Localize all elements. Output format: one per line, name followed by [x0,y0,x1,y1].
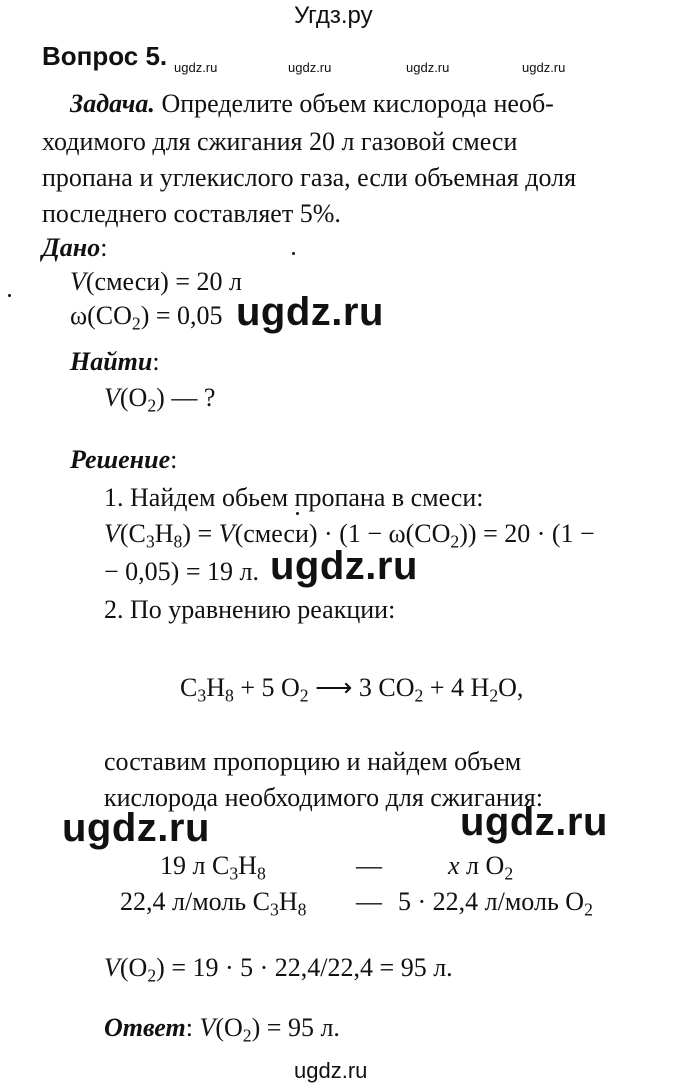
find-expression: $V(O_2)$ — ? [104,383,216,416]
given-v-mix: V(смеси) = 20 л [70,267,242,296]
proportion-row-2-left: 22,4 л/моль $C_3H_8$ [120,887,307,920]
solution-heading: Решение: [70,445,178,474]
task-line-2: ходимого для сжигания 20 л газовой смеси [42,127,518,156]
watermark-big: ugdz.ru [270,544,418,588]
given-omega: $\omega(CO_2) = 0,05$ [70,301,223,334]
footer-watermark: ugdz.ru [294,1058,368,1083]
question-title: Вопрос 5. [42,41,168,71]
stray-dot [8,294,11,297]
stray-dot [296,512,299,515]
proportion-text-2: кислорода необходимого для сжигания: [104,783,543,812]
proportion-row-2-dash: — [356,887,382,916]
solution-step-1: 1. Найдем обьем пропана в смеси: [104,483,484,512]
formula-propane-cont: − 0,05) = 19 л. [104,557,259,586]
task-line-3: пропана и углекислого газа, если объемная доля [42,163,577,192]
stray-dot [292,252,295,255]
answer-label: Ответ [104,1013,186,1042]
watermark-big: ugdz.ru [460,800,608,844]
find-label: Найти [70,347,153,376]
watermark-big: ugdz.ru [236,290,384,334]
proportion-row-1-right: x л $O_2$ [448,851,514,884]
answer-line: Ответ: $V(O_2) = 95$ л. [104,1013,340,1046]
given-heading: Дано: [42,233,108,262]
site-header: Угдз.ру [294,2,373,29]
proportion-row-2-right: 5 · 22,4 л/моль $O_2$ [398,887,593,920]
solution-label: Решение [70,445,171,474]
watermark-small: ugdz.ru [522,60,566,75]
task-text: Определите объем кислорода необ- [154,89,554,118]
result-formula: $V(O_2) = 19 \cdot 5 \cdot 22,4/22,4 = 95$ л. [104,953,453,986]
proportion-row-1-dash: — [356,851,382,880]
formula-propane: $V(C_3H_8)$ = V(смеси) · $(1 - \omega(CO_2)) = 20 \cdot (1$ − [104,519,595,552]
find-heading: Найти: [70,347,160,376]
given-label: Дано [42,233,101,262]
watermark-small: ugdz.ru [406,60,450,75]
solution-step-2: 2. По уравнению реакции: [104,595,396,624]
task-line-1 [70,88,636,120]
task-line-4: последнего составляет 5%. [42,199,341,228]
reaction-equation: $C_3H_8 + 5$ $O_2$ ⟶ 3 $CO_2 + 4$ $H_2O$, [180,673,524,706]
task-label: Задача. [70,89,155,118]
proportion-row-1-left: 19 л $C_3H_8$ [160,851,266,884]
watermark-small: ugdz.ru [288,60,332,75]
watermark-small: ugdz.ru [174,60,218,75]
proportion-text-1: составим пропорцию и найдем объем [104,747,522,776]
watermark-big: ugdz.ru [62,806,210,850]
